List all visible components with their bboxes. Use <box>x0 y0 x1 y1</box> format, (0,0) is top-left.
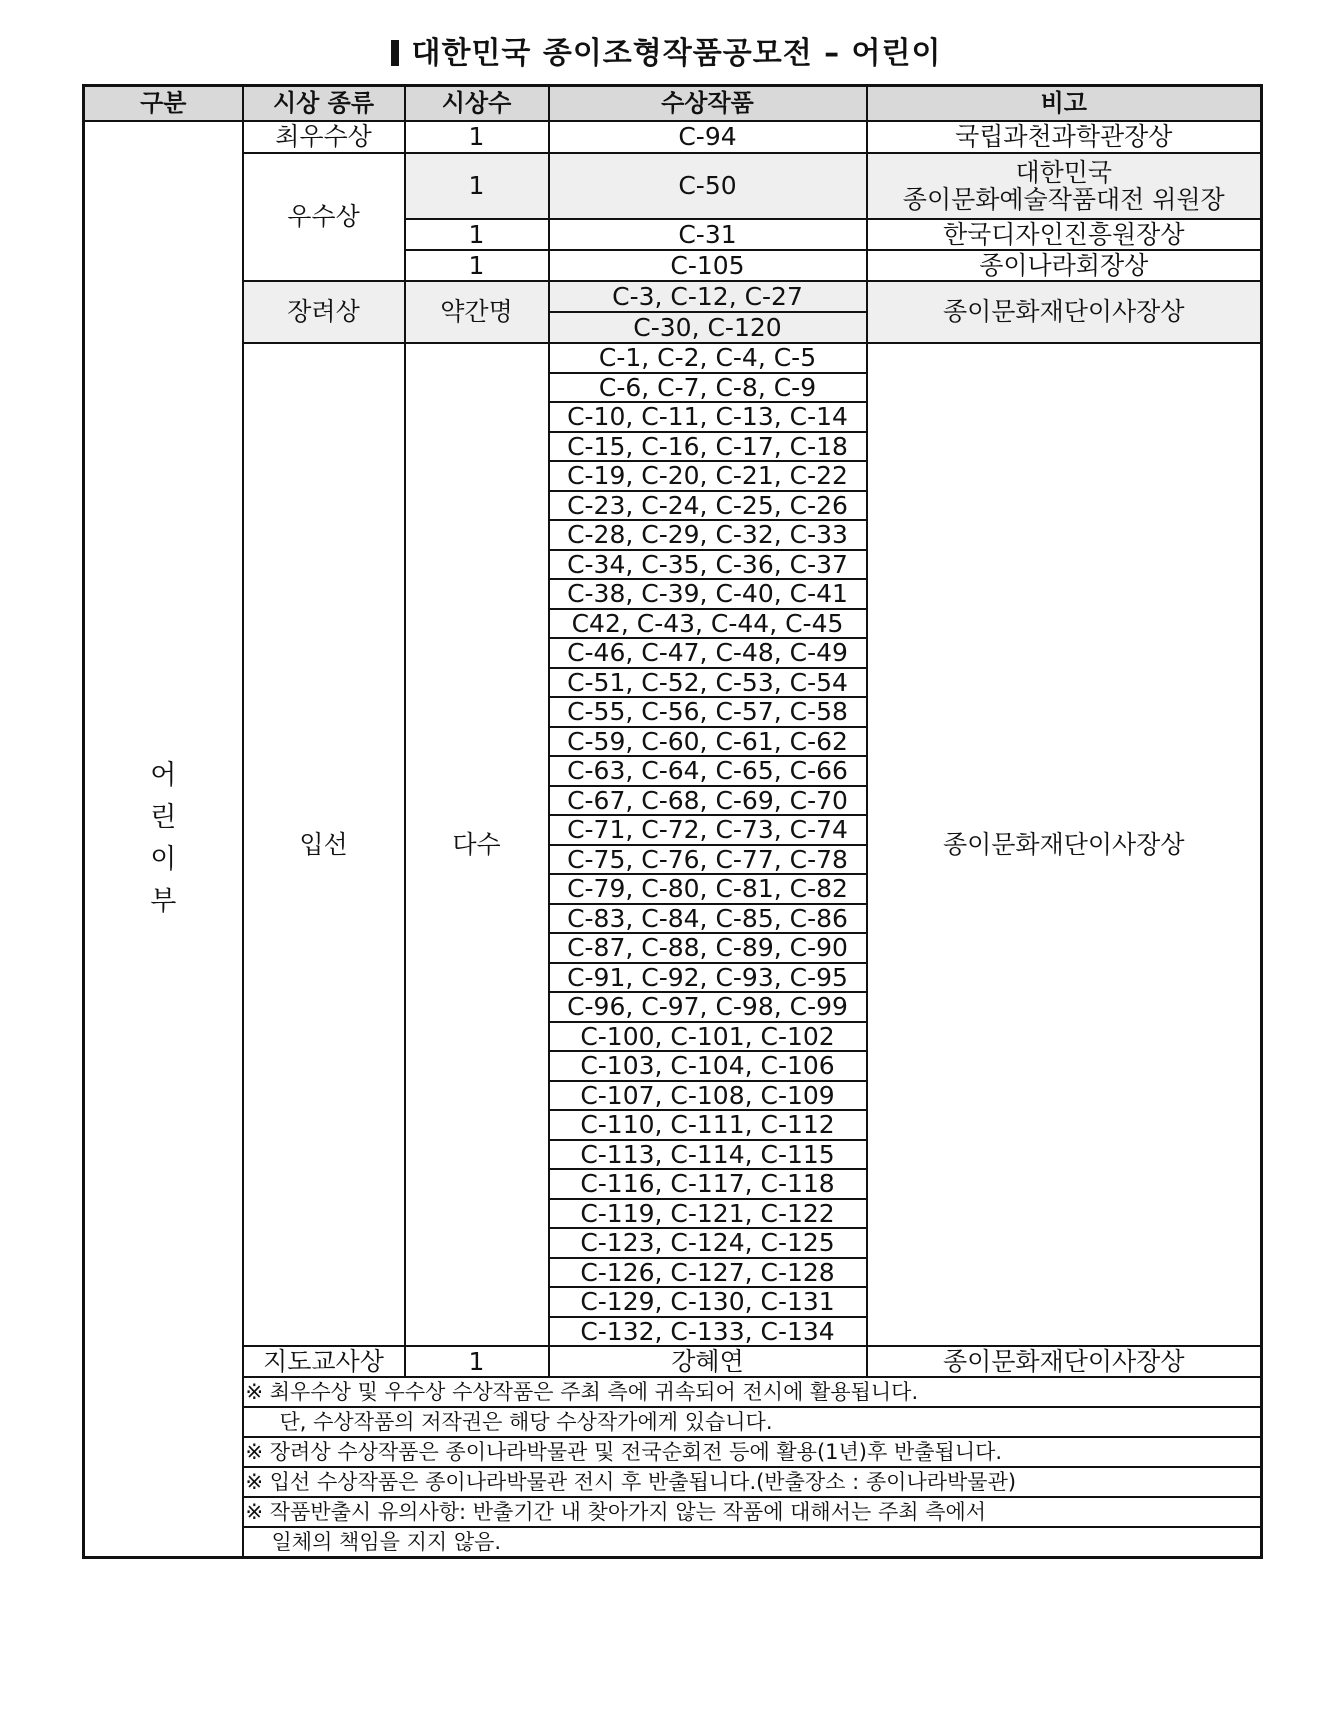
selection-works: C-119, C-121, C-122 <box>549 1199 867 1229</box>
selection-works: C-96, C-97, C-98, C-99 <box>549 992 867 1022</box>
selection-works: C-15, C-16, C-17, C-18 <box>549 432 867 462</box>
selection-works: C-67, C-68, C-69, C-70 <box>549 786 867 816</box>
selection-works: C-83, C-84, C-85, C-86 <box>549 904 867 934</box>
excellence-work-3: C-105 <box>549 250 867 281</box>
note-cell <box>243 1467 1262 1497</box>
header-count: 시상수 <box>405 86 549 122</box>
encouragement-count: 약간명 <box>405 281 549 343</box>
selection-works: C-59, C-60, C-61, C-62 <box>549 727 867 757</box>
note-text: ※ 작품반출시 유의사항: 반출기간 내 찾아가지 않는 작품에 대해서는 주최 측에서 <box>245 1500 987 1524</box>
note-row <box>84 1497 1262 1558</box>
selection-works: C-87, C-88, C-89, C-90 <box>549 933 867 963</box>
excellence-note-2: 한국디자인진흥원장상 <box>867 219 1262 250</box>
selection-works: C-55, C-56, C-57, C-58 <box>549 697 867 727</box>
note-cell <box>243 1437 1262 1467</box>
selection-note: 종이문화재단이사장상 <box>867 343 1262 1346</box>
selection-works: C-113, C-114, C-115 <box>549 1140 867 1170</box>
grand-award: 최우수상 <box>243 121 405 153</box>
selection-works: C-100, C-101, C-102 <box>549 1022 867 1052</box>
grand-note: 국립과천과학관장상 <box>867 121 1262 153</box>
excellence-note-1: 대한민국 종이문화예술작품대전 위원장 <box>867 153 1262 219</box>
grand-prize-row <box>84 121 1262 153</box>
note-cell <box>243 1497 1262 1558</box>
selection-works: C-28, C-29, C-32, C-33 <box>549 520 867 550</box>
selection-works: C-123, C-124, C-125 <box>549 1228 867 1258</box>
note-text: 일체의 책임을 지지 않음. <box>244 1526 1261 1556</box>
teacher-work: 강혜연 <box>549 1346 867 1377</box>
note-text: ※ 입선 수상작품은 종이나라박물관 전시 후 반출됩니다.(반출장소 : 종이나라박물관) <box>245 1470 1017 1494</box>
excellence-count-2: 1 <box>405 219 549 250</box>
excellence-row-1 <box>84 153 1262 219</box>
grand-count: 1 <box>405 121 549 153</box>
selection-works: C-19, C-20, C-21, C-22 <box>549 461 867 491</box>
selection-works: C-51, C-52, C-53, C-54 <box>549 668 867 698</box>
note-text: ※ 장려상 수상작품은 종이나라박물관 및 전국순회전 등에 활용(1년)후 반출됩니다. <box>245 1440 1003 1464</box>
selection-works: C-110, C-111, C-112 <box>549 1110 867 1140</box>
selection-works: C-103, C-104, C-106 <box>549 1051 867 1081</box>
header-works: 수상작품 <box>549 86 867 122</box>
selection-works: C-10, C-11, C-13, C-14 <box>549 402 867 432</box>
page-title-text: 대한민국 종이조형작품공모전 – 어린이 <box>411 36 942 71</box>
title-bar-icon <box>391 40 399 66</box>
teacher-award: 지도교사상 <box>243 1346 405 1377</box>
selection-works: C-107, C-108, C-109 <box>549 1081 867 1111</box>
selection-works: C-6, C-7, C-8, C-9 <box>549 373 867 403</box>
selection-works: C-1, C-2, C-4, C-5 <box>549 343 867 373</box>
selection-works: C-91, C-92, C-93, C-95 <box>549 963 867 993</box>
selection-works: C-34, C-35, C-36, C-37 <box>549 550 867 580</box>
note-text: ※ 최우수상 및 우수상 수상작품은 주최 측에 귀속되어 전시에 활용됩니다. <box>245 1380 919 1404</box>
teacher-note: 종이문화재단이사장상 <box>867 1346 1262 1377</box>
note-row <box>84 1467 1262 1497</box>
note-text: 단, 수상작품의 저작권은 해당 수상작가에게 있습니다. <box>244 1406 1261 1436</box>
award-table <box>82 84 1263 1559</box>
selection-works: C-71, C-72, C-73, C-74 <box>549 815 867 845</box>
selection-works: C-116, C-117, C-118 <box>549 1169 867 1199</box>
page-title <box>0 28 1333 72</box>
header-division: 구분 <box>84 86 243 122</box>
excellence-work-2: C-31 <box>549 219 867 250</box>
note-row <box>84 1377 1262 1437</box>
selection-works: C-23, C-24, C-25, C-26 <box>549 491 867 521</box>
selection-works: C-129, C-130, C-131 <box>549 1287 867 1317</box>
excellence-work-1: C-50 <box>549 153 867 219</box>
encouragement-row-1 <box>84 281 1262 312</box>
selection-works: C-46, C-47, C-48, C-49 <box>549 638 867 668</box>
encouragement-note: 종이문화재단이사장상 <box>867 281 1262 343</box>
selection-works: C-126, C-127, C-128 <box>549 1258 867 1288</box>
selection-works: C-38, C-39, C-40, C-41 <box>549 579 867 609</box>
teacher-row <box>84 1346 1262 1377</box>
teacher-count: 1 <box>405 1346 549 1377</box>
excellence-count-1: 1 <box>405 153 549 219</box>
excellence-count-3: 1 <box>405 250 549 281</box>
selection-works: C-132, C-133, C-134 <box>549 1317 867 1347</box>
grand-work: C-94 <box>549 121 867 153</box>
selection-works: C-75, C-76, C-77, C-78 <box>549 845 867 875</box>
encouragement-works-2: C-30, C-120 <box>549 312 867 343</box>
note-row <box>84 1437 1262 1467</box>
note-cell <box>243 1377 1262 1437</box>
selection-award: 입선 <box>243 343 405 1346</box>
header-award-type: 시상 종류 <box>243 86 405 122</box>
selection-row <box>84 343 1262 373</box>
header-row <box>84 86 1262 122</box>
selection-works: C-79, C-80, C-81, C-82 <box>549 874 867 904</box>
encouragement-award: 장려상 <box>243 281 405 343</box>
selection-works: C42, C-43, C-44, C-45 <box>549 609 867 639</box>
selection-count: 다수 <box>405 343 549 1346</box>
header-note: 비고 <box>867 86 1262 122</box>
excellence-award: 우수상 <box>243 153 405 281</box>
division-cell: 어 린 이 부 <box>84 121 243 1558</box>
encouragement-works-1: C-3, C-12, C-27 <box>549 281 867 312</box>
selection-works: C-63, C-64, C-65, C-66 <box>549 756 867 786</box>
excellence-note-3: 종이나라회장상 <box>867 250 1262 281</box>
